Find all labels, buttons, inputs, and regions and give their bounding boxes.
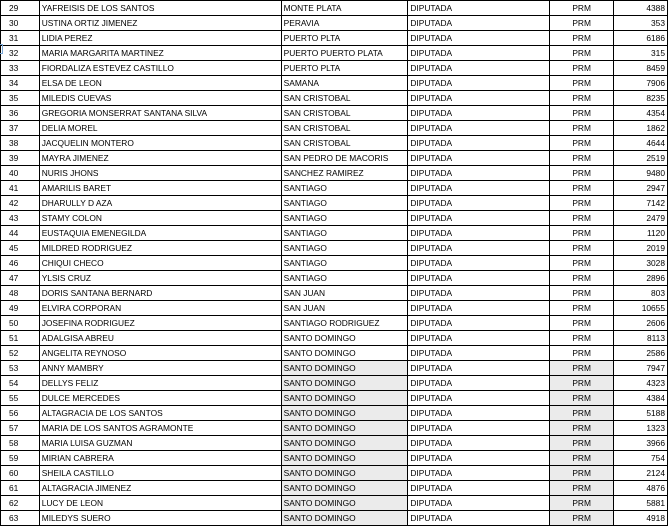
table-row [1, 106, 668, 121]
party-cell[interactable]: PRM [549, 241, 613, 256]
votes-cell[interactable]: 5188 [614, 406, 668, 421]
province-cell[interactable]: PERAVIA [281, 16, 408, 31]
votes-cell[interactable]: 4354 [614, 106, 668, 121]
votes-cell[interactable]: 7947 [614, 361, 668, 376]
table-row [1, 226, 668, 241]
votes-cell[interactable]: 2896 [614, 271, 668, 286]
position-cell[interactable]: DIPUTADA [408, 421, 550, 436]
votes-cell[interactable]: 7142 [614, 196, 668, 211]
position-cell[interactable]: DIPUTADA [408, 481, 550, 496]
row-number-cell[interactable]: 32 [1, 46, 40, 61]
table-row [1, 256, 668, 271]
row-number-cell[interactable]: 31 [1, 31, 40, 46]
position-cell[interactable]: DIPUTADA [408, 121, 550, 136]
votes-cell[interactable]: 1323 [614, 421, 668, 436]
table-row [1, 406, 668, 421]
row-number-cell[interactable]: 58 [1, 436, 40, 451]
table-row [1, 421, 668, 436]
table-row [1, 136, 668, 151]
name-cell[interactable]: ADALGISA ABREU [39, 331, 281, 346]
table-row [1, 361, 668, 376]
party-cell[interactable]: PRM [549, 361, 613, 376]
party-cell[interactable]: PRM [549, 256, 613, 271]
name-cell[interactable]: FIORDALIZA ESTEVEZ CASTILLO [39, 61, 281, 76]
votes-cell[interactable]: 353 [614, 16, 668, 31]
table-row [1, 331, 668, 346]
votes-cell[interactable]: 4918 [614, 511, 668, 526]
position-cell[interactable]: DIPUTADA [408, 331, 550, 346]
votes-cell[interactable]: 4323 [614, 376, 668, 391]
votes-cell[interactable]: 2606 [614, 316, 668, 331]
row-number-cell[interactable]: 53 [1, 361, 40, 376]
position-cell[interactable]: DIPUTADA [408, 106, 550, 121]
name-cell[interactable]: ANGELITA REYNOSO [39, 346, 281, 361]
position-cell[interactable]: DIPUTADA [408, 196, 550, 211]
row-number-cell[interactable]: 48 [1, 286, 40, 301]
row-number-cell[interactable]: 54 [1, 376, 40, 391]
province-cell[interactable]: SAN CRISTOBAL [281, 136, 408, 151]
table-row [1, 511, 668, 526]
votes-cell[interactable]: 3028 [614, 256, 668, 271]
position-cell[interactable]: DIPUTADA [408, 316, 550, 331]
votes-cell[interactable]: 10655 [614, 301, 668, 316]
row-number-cell[interactable]: 44 [1, 226, 40, 241]
row-number-cell[interactable]: 42 [1, 196, 40, 211]
name-cell[interactable]: AMARILIS BARET [39, 181, 281, 196]
province-cell[interactable]: SAMANA [281, 76, 408, 91]
party-cell[interactable]: PRM [549, 151, 613, 166]
position-cell[interactable]: DIPUTADA [408, 31, 550, 46]
votes-cell[interactable]: 803 [614, 286, 668, 301]
row-number-cell[interactable]: 29 [1, 1, 40, 16]
province-cell[interactable]: MONTE PLATA [281, 1, 408, 16]
votes-cell[interactable]: 1862 [614, 121, 668, 136]
province-cell[interactable]: SANTIAGO [281, 211, 408, 226]
position-cell[interactable]: DIPUTADA [408, 511, 550, 526]
votes-cell[interactable]: 2947 [614, 181, 668, 196]
name-cell[interactable]: MILEDIS CUEVAS [39, 91, 281, 106]
votes-cell[interactable]: 2124 [614, 466, 668, 481]
table-row [1, 61, 668, 76]
votes-cell[interactable]: 315 [614, 46, 668, 61]
party-cell[interactable]: PRM [549, 421, 613, 436]
position-cell[interactable]: DIPUTADA [408, 166, 550, 181]
row-number-cell[interactable]: 33 [1, 61, 40, 76]
table-row [1, 451, 668, 466]
province-cell[interactable]: SAN CRISTOBAL [281, 106, 408, 121]
position-cell[interactable]: DIPUTADA [408, 286, 550, 301]
province-cell[interactable]: SAN CRISTOBAL [281, 121, 408, 136]
name-cell[interactable]: NURIS JHONS [39, 166, 281, 181]
votes-cell[interactable]: 3966 [614, 436, 668, 451]
position-cell[interactable]: DIPUTADA [408, 16, 550, 31]
party-cell[interactable]: PRM [549, 481, 613, 496]
position-cell[interactable]: DIPUTADA [408, 271, 550, 286]
row-number-cell[interactable]: 41 [1, 181, 40, 196]
table-row [1, 166, 668, 181]
votes-cell[interactable]: 4644 [614, 136, 668, 151]
table-row [1, 181, 668, 196]
table-row [1, 271, 668, 286]
row-number-cell[interactable]: 63 [1, 511, 40, 526]
row-number-cell[interactable]: 43 [1, 211, 40, 226]
position-cell[interactable]: DIPUTADA [408, 226, 550, 241]
province-cell[interactable]: SANTIAGO [281, 241, 408, 256]
votes-cell[interactable]: 4384 [614, 391, 668, 406]
name-cell[interactable]: YLSIS CRUZ [39, 271, 281, 286]
votes-cell[interactable]: 754 [614, 451, 668, 466]
name-cell[interactable]: STAMY COLON [39, 211, 281, 226]
name-cell[interactable]: GREGORIA MONSERRAT SANTANA SILVA [39, 106, 281, 121]
party-cell[interactable]: PRM [549, 466, 613, 481]
province-cell[interactable]: SANTO DOMINGO [281, 376, 408, 391]
province-cell[interactable]: SANTIAGO [281, 271, 408, 286]
party-cell[interactable]: PRM [549, 106, 613, 121]
name-cell[interactable]: EUSTAQUIA EMENEGILDA [39, 226, 281, 241]
row-number-cell[interactable]: 62 [1, 496, 40, 511]
votes-cell[interactable]: 1120 [614, 226, 668, 241]
votes-cell[interactable]: 4876 [614, 481, 668, 496]
votes-cell[interactable]: 8235 [614, 91, 668, 106]
votes-cell[interactable]: 2479 [614, 211, 668, 226]
table-row [1, 1, 668, 16]
province-cell[interactable]: SANTO DOMINGO [281, 496, 408, 511]
position-cell[interactable]: DIPUTADA [408, 151, 550, 166]
name-cell[interactable]: LIDIA PEREZ [39, 31, 281, 46]
row-number-cell[interactable]: 49 [1, 301, 40, 316]
province-cell[interactable]: PUERTO PLTA [281, 61, 408, 76]
table-row [1, 391, 668, 406]
province-cell[interactable]: SANTO DOMINGO [281, 436, 408, 451]
province-cell[interactable]: SANTO DOMINGO [281, 346, 408, 361]
table-row [1, 301, 668, 316]
table-row [1, 91, 668, 106]
party-cell[interactable]: PRM [549, 196, 613, 211]
position-cell[interactable]: DIPUTADA [408, 256, 550, 271]
province-cell[interactable]: SANTIAGO [281, 226, 408, 241]
table-body [1, 1, 668, 526]
name-cell[interactable]: MIRIAN CABRERA [39, 451, 281, 466]
province-cell[interactable]: SANTIAGO [281, 256, 408, 271]
row-number-cell[interactable]: 60 [1, 466, 40, 481]
party-cell[interactable]: PRM [549, 181, 613, 196]
name-cell[interactable]: LUCY DE LEON [39, 496, 281, 511]
row-number-cell[interactable]: 35 [1, 91, 40, 106]
row-number-cell[interactable]: 52 [1, 346, 40, 361]
party-cell[interactable]: PRM [549, 211, 613, 226]
position-cell[interactable]: DIPUTADA [408, 136, 550, 151]
votes-cell[interactable]: 2519 [614, 151, 668, 166]
province-cell[interactable]: SANCHEZ RAMIREZ [281, 166, 408, 181]
province-cell[interactable]: SANTO DOMINGO [281, 451, 408, 466]
position-cell[interactable]: DIPUTADA [408, 496, 550, 511]
table-row [1, 346, 668, 361]
name-cell[interactable]: ANNY MAMBRY [39, 361, 281, 376]
name-cell[interactable]: YAFREISIS DE LOS SANTOS [39, 1, 281, 16]
party-cell[interactable]: PRM [549, 91, 613, 106]
row-number-cell[interactable]: 39 [1, 151, 40, 166]
table-row [1, 121, 668, 136]
table-row [1, 151, 668, 166]
position-cell[interactable]: DIPUTADA [408, 211, 550, 226]
row-number-cell[interactable]: 34 [1, 76, 40, 91]
name-cell[interactable]: MARIA MARGARITA MARTINEZ [39, 46, 281, 61]
table-row [1, 31, 668, 46]
row-number-cell[interactable]: 40 [1, 166, 40, 181]
province-cell[interactable]: SAN PEDRO DE MACORIS [281, 151, 408, 166]
row-number-cell[interactable]: 37 [1, 121, 40, 136]
position-cell[interactable]: DIPUTADA [408, 451, 550, 466]
table-row [1, 466, 668, 481]
name-cell[interactable]: DHARULLY D AZA [39, 196, 281, 211]
row-selection-marker [0, 44, 3, 54]
name-cell[interactable]: ELVIRA CORPORAN [39, 301, 281, 316]
row-number-cell[interactable]: 57 [1, 421, 40, 436]
province-cell[interactable]: SANTO DOMINGO [281, 331, 408, 346]
province-cell[interactable]: SANTO DOMINGO [281, 406, 408, 421]
votes-cell[interactable]: 6186 [614, 31, 668, 46]
party-cell[interactable]: PRM [549, 16, 613, 31]
votes-cell[interactable]: 8459 [614, 61, 668, 76]
position-cell[interactable]: DIPUTADA [408, 181, 550, 196]
province-cell[interactable]: SAN JUAN [281, 301, 408, 316]
table-row [1, 436, 668, 451]
name-cell[interactable]: MARIA DE LOS SANTOS AGRAMONTE [39, 421, 281, 436]
position-cell[interactable]: DIPUTADA [408, 241, 550, 256]
row-number-cell[interactable]: 56 [1, 406, 40, 421]
position-cell[interactable]: DIPUTADA [408, 46, 550, 61]
party-cell[interactable]: PRM [549, 46, 613, 61]
name-cell[interactable]: ALTAGRACIA DE LOS SANTOS [39, 406, 281, 421]
province-cell[interactable]: PUERTO PLTA [281, 31, 408, 46]
table-row [1, 76, 668, 91]
position-cell[interactable]: DIPUTADA [408, 436, 550, 451]
votes-cell[interactable]: 2586 [614, 346, 668, 361]
row-number-cell[interactable]: 51 [1, 331, 40, 346]
province-cell[interactable]: PUERTO PUERTO PLATA [281, 46, 408, 61]
position-cell[interactable]: DIPUTADA [408, 346, 550, 361]
party-cell[interactable]: PRM [549, 406, 613, 421]
name-cell[interactable]: MILEDYS SUERO [39, 511, 281, 526]
position-cell[interactable]: DIPUTADA [408, 301, 550, 316]
province-cell[interactable]: SANTO DOMINGO [281, 391, 408, 406]
name-cell[interactable]: DORIS SANTANA BERNARD [39, 286, 281, 301]
table-row [1, 46, 668, 61]
party-cell[interactable]: PRM [549, 286, 613, 301]
name-cell[interactable]: DULCE MERCEDES [39, 391, 281, 406]
name-cell[interactable]: DELLYS FELIZ [39, 376, 281, 391]
votes-cell[interactable]: 5881 [614, 496, 668, 511]
row-number-cell[interactable]: 36 [1, 106, 40, 121]
party-cell[interactable]: PRM [549, 451, 613, 466]
table-row [1, 241, 668, 256]
table-row [1, 496, 668, 511]
province-cell[interactable]: SANTIAGO [281, 181, 408, 196]
party-cell[interactable]: PRM [549, 511, 613, 526]
table-row [1, 376, 668, 391]
row-number-cell[interactable]: 50 [1, 316, 40, 331]
name-cell[interactable]: ALTAGRACIA JIMENEZ [39, 481, 281, 496]
row-number-cell[interactable]: 46 [1, 256, 40, 271]
table-row [1, 286, 668, 301]
table-row [1, 481, 668, 496]
table-row [1, 196, 668, 211]
name-cell[interactable]: ELSA DE LEON [39, 76, 281, 91]
province-cell[interactable]: SANTO DOMINGO [281, 511, 408, 526]
votes-cell[interactable]: 7906 [614, 76, 668, 91]
row-number-cell[interactable]: 61 [1, 481, 40, 496]
position-cell[interactable]: DIPUTADA [408, 406, 550, 421]
position-cell[interactable]: DIPUTADA [408, 1, 550, 16]
province-cell[interactable]: SANTO DOMINGO [281, 421, 408, 436]
name-cell[interactable]: MAYRA JIMENEZ [39, 151, 281, 166]
position-cell[interactable]: DIPUTADA [408, 61, 550, 76]
table-row [1, 16, 668, 31]
name-cell[interactable]: MILDRED RODRIGUEZ [39, 241, 281, 256]
party-cell[interactable]: PRM [549, 346, 613, 361]
position-cell[interactable]: DIPUTADA [408, 391, 550, 406]
row-number-cell[interactable]: 38 [1, 136, 40, 151]
party-cell[interactable]: PRM [549, 301, 613, 316]
name-cell[interactable]: DELIA MOREL [39, 121, 281, 136]
party-cell[interactable]: PRM [549, 136, 613, 151]
party-cell[interactable]: PRM [549, 316, 613, 331]
party-cell[interactable]: PRM [549, 271, 613, 286]
party-cell[interactable]: PRM [549, 166, 613, 181]
party-cell[interactable]: PRM [549, 436, 613, 451]
votes-cell[interactable]: 9480 [614, 166, 668, 181]
table-row [1, 316, 668, 331]
party-cell[interactable]: PRM [549, 376, 613, 391]
name-cell[interactable]: USTINA ORTIZ JIMENEZ [39, 16, 281, 31]
party-cell[interactable]: PRM [549, 76, 613, 91]
party-cell[interactable]: PRM [549, 331, 613, 346]
row-number-cell[interactable]: 55 [1, 391, 40, 406]
name-cell[interactable]: JOSEFINA RODRIGUEZ [39, 316, 281, 331]
votes-cell[interactable]: 8113 [614, 331, 668, 346]
row-number-cell[interactable]: 45 [1, 241, 40, 256]
votes-cell[interactable]: 2019 [614, 241, 668, 256]
name-cell[interactable]: MARIA LUISA GUZMAN [39, 436, 281, 451]
party-cell[interactable]: PRM [549, 1, 613, 16]
party-cell[interactable]: PRM [549, 226, 613, 241]
position-cell[interactable]: DIPUTADA [408, 466, 550, 481]
position-cell[interactable]: DIPUTADA [408, 76, 550, 91]
party-cell[interactable]: PRM [549, 391, 613, 406]
position-cell[interactable]: DIPUTADA [408, 361, 550, 376]
table-row [1, 211, 668, 226]
votes-cell[interactable]: 4388 [614, 1, 668, 16]
province-cell[interactable]: SANTO DOMINGO [281, 481, 408, 496]
name-cell[interactable]: CHIQUI CHECO [39, 256, 281, 271]
party-cell[interactable]: PRM [549, 61, 613, 76]
row-number-cell[interactable]: 30 [1, 16, 40, 31]
name-cell[interactable]: JACQUELIN MONTERO [39, 136, 281, 151]
province-cell[interactable]: SAN JUAN [281, 286, 408, 301]
name-cell[interactable]: SHEILA CASTILLO [39, 466, 281, 481]
province-cell[interactable]: SANTO DOMINGO [281, 466, 408, 481]
province-cell[interactable]: SANTO DOMINGO [281, 361, 408, 376]
party-cell[interactable]: PRM [549, 121, 613, 136]
row-number-cell[interactable]: 59 [1, 451, 40, 466]
province-cell[interactable]: SAN CRISTOBAL [281, 91, 408, 106]
party-cell[interactable]: PRM [549, 31, 613, 46]
position-cell[interactable]: DIPUTADA [408, 91, 550, 106]
province-cell[interactable]: SANTIAGO RODRIGUEZ [281, 316, 408, 331]
row-number-cell[interactable]: 47 [1, 271, 40, 286]
province-cell[interactable]: SANTIAGO [281, 196, 408, 211]
party-cell[interactable]: PRM [549, 496, 613, 511]
position-cell[interactable]: DIPUTADA [408, 376, 550, 391]
